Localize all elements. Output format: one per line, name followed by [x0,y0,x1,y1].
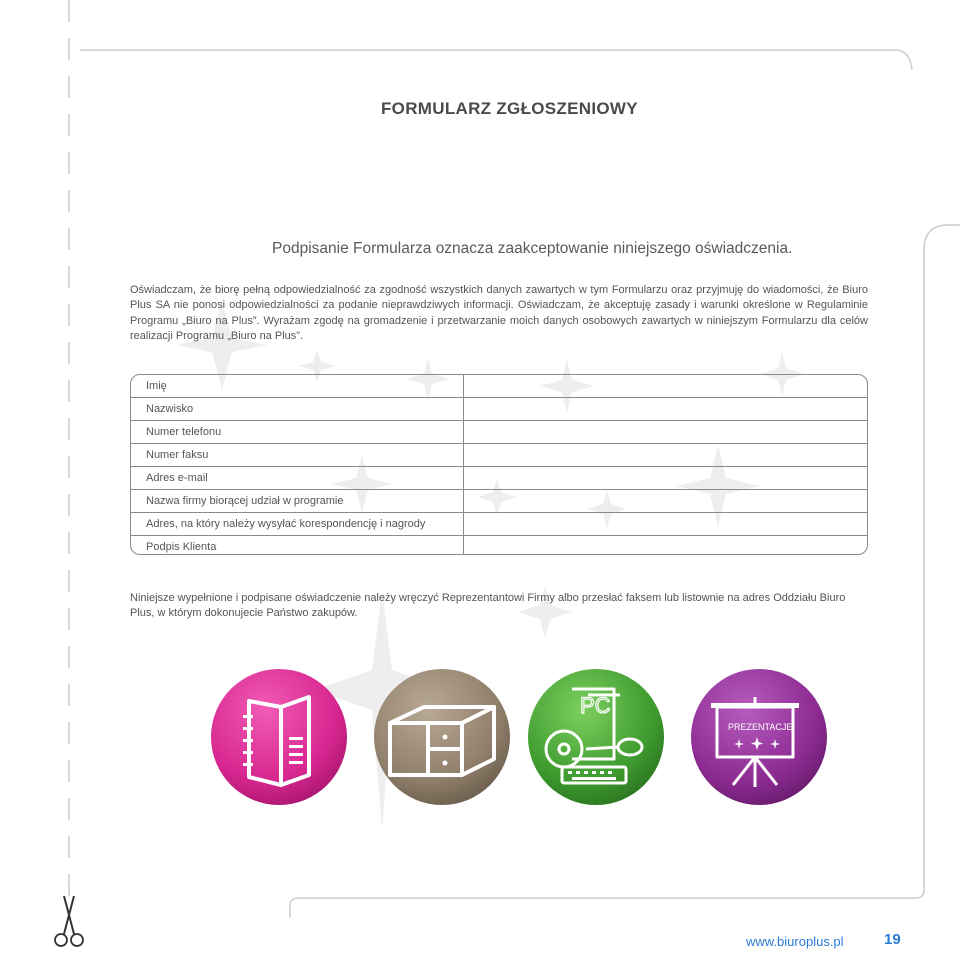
form-row-last-name [131,398,867,421]
last-name-label: Nazwisko [131,398,464,420]
first-name-field[interactable] [464,375,867,397]
address-label: Adres, na który należy wysyłać korespondencję i nagrody [131,513,464,535]
signature-label: Podpis Klienta [131,536,464,555]
form-row-company [131,490,867,513]
form-row-first-name [131,375,867,398]
fax-field[interactable] [464,444,867,466]
email-label: Adres e-mail [131,467,464,489]
submission-instructions: Niniejsze wypełnione i podpisane oświadczenie należy wręczyć Reprezentantowi Firmy albo przesłać faksem lub listownie na adres Oddziału Biuro Plus, w którym dokonujecie Państwo zakupów. [130,592,846,620]
declaration-text: Oświadczam, że biorę pełną odpowiedzialność za zgodność wszystkich danych zawartych w tym Formularzu oraz przyjmuję do wiadomości, że Biuro Plus SA nie ponosi odpowiedzialności za podanie nieprawdziwych informacji. Oświadczam, że akceptuję zasady i warunki określone w Regulaminie Programu „Biuro na Plus”. Wyrażam zgodę na gromadzenie i przetwarzanie moich danych osobowych zawartych w niniejszym Formularzu dla celów realizacji Programu „Biuro na Plus”. [130,284,868,343]
scissors-icon [52,894,86,950]
folder-notebook-icon [209,667,349,807]
form-row-signature [131,536,867,555]
cut-line [68,0,70,900]
svg-text:PC: PC [580,693,611,718]
presentation-board-icon [689,667,829,807]
address-field[interactable] [464,513,867,535]
form-row-phone [131,421,867,444]
phone-label: Numer telefonu [131,421,464,443]
company-label: Nazwa firmy biorącej udział w programie [131,490,464,512]
pc-computer-icon [526,667,666,807]
email-field[interactable] [464,467,867,489]
presentation-label: PREZENTACJE [728,722,793,732]
last-name-field[interactable] [464,398,867,420]
page-title: FORMULARZ ZGŁOSZENIOWY [381,99,638,118]
phone-field[interactable] [464,421,867,443]
website-link[interactable]: www.biuroplus.pl [746,934,844,949]
first-name-label: Imię [131,375,464,397]
page-number: 19 [884,931,901,948]
subtitle: Podpisanie Formularza oznacza zaakceptowanie niniejszego oświadczenia. [272,240,793,257]
furniture-drawer-icon [372,667,512,807]
form-row-address [131,513,867,536]
registration-form [130,374,868,555]
form-row-fax [131,444,867,467]
fax-label: Numer faksu [131,444,464,466]
signature-field[interactable] [464,536,867,555]
form-row-email [131,467,867,490]
company-field[interactable] [464,490,867,512]
